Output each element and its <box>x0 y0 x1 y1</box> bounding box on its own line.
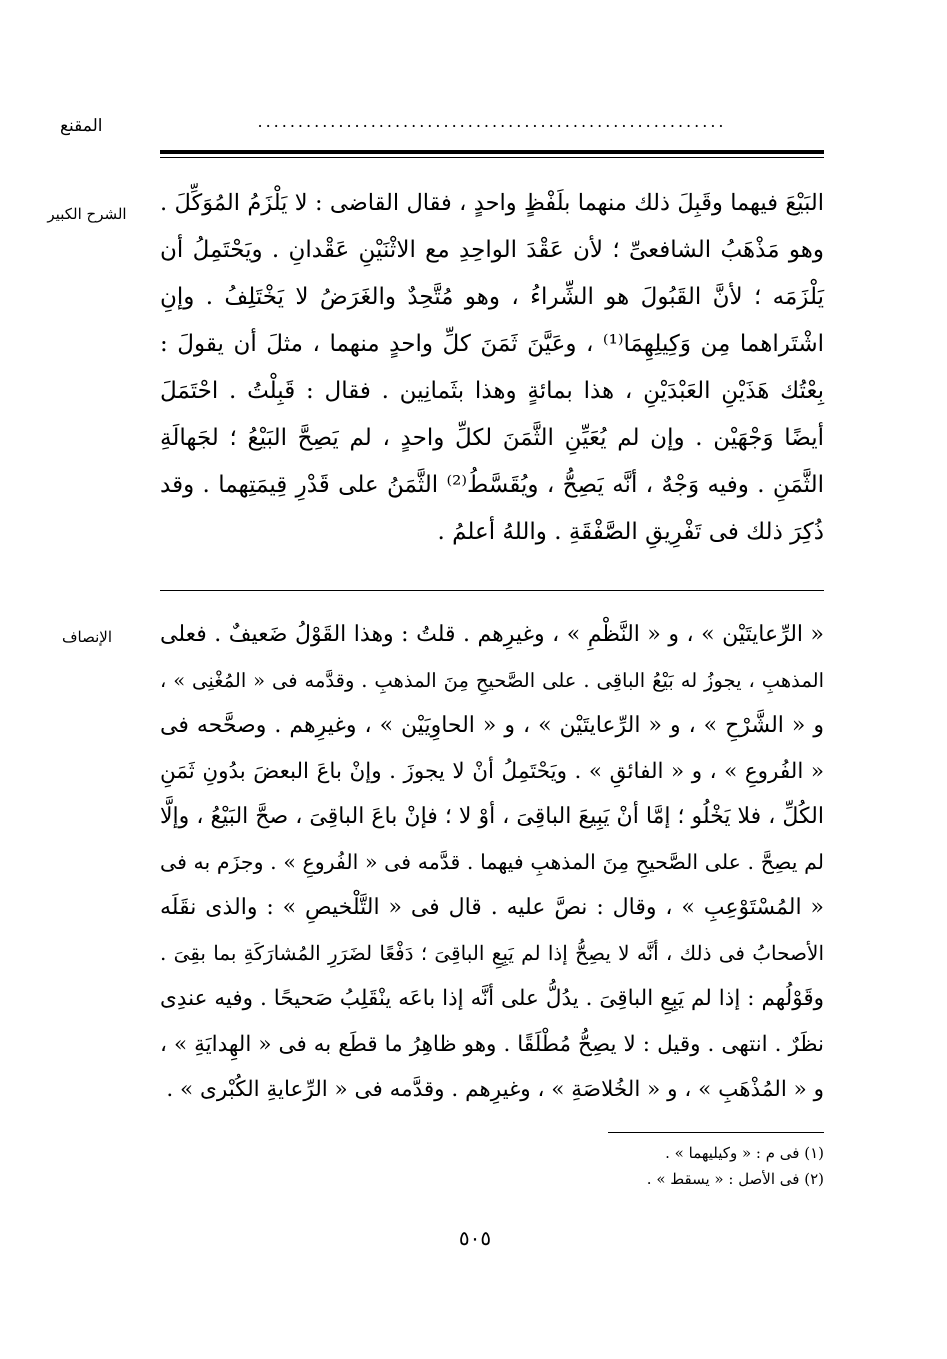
header-rule-thick <box>160 150 824 154</box>
text-line: و « المُذْهَبِ » ، و « الخُلاصَةِ » ، وغيرِهم . وقدَّمه فى « الرِّعايةِ الكُبْرى » . <box>166 1077 824 1102</box>
sharh-kabir-text <box>160 180 824 556</box>
text-line: الثَّمَنِ . وفيه وَجْهٌ ، أنَّه يَصِحُّ ، ويُقَسَّطُ⁽²⁾ الثَّمَنُ على قَدْرِ قِيمَتِهما . وقد <box>160 472 824 498</box>
footnotes <box>560 1140 824 1192</box>
text-line: نظَرٌ . انتهى . وقيل : لا يصِحُّ مُطْلَقًا . وهو ظاهِرُ ما قطَع به فى « الهِدايَةِ » ، <box>160 1031 824 1057</box>
footnote-rule <box>608 1132 824 1133</box>
text-line: « المُسْتَوْعِبِ » ، وقال : نصَّ عليه . قال فى « التَّلْخيصِ » : والذى نقَلَه <box>160 895 824 920</box>
running-title: المقنع <box>60 116 103 136</box>
footnote: (٢) فى الأصل : « يسقط » . <box>646 1170 824 1188</box>
text-line: وهو مَذْهَبُ الشافعىِّ ؛ لأن عَقْدَ الواحِدِ مع الاثْنَيْنِ عَقْدانِ . ويَحْتَمِلُ أن <box>160 237 824 263</box>
section-label-insaf: الإنصاف <box>61 628 113 646</box>
text-line: « الفُروعِ » ، و « الفائقِ » . ويَحْتَمِلُ أنْ لا يجوزَ . وإنْ باعَ البعضَ بدُونِ ثَمَنِ <box>160 758 824 784</box>
text-line: الأصحابُ فى ذلك ، أنَّه لا يصِحُّ إذا لم يَبِعِ الباقِىَ ؛ دَفْعًا لضَرَرِ المُشارَكَةِ بما بقِىَ . <box>160 940 824 965</box>
text-line: « الرِّعايتَيْن » ، و « النَّظْمِ » ، وغيرِهم . قلتُ : وهذا القَوْلُ ضَعيفٌ . فعلى <box>160 622 824 647</box>
section-divider <box>160 590 824 591</box>
page-number: ٥٠٥ <box>458 1226 492 1250</box>
text-line: الكُلِّ ، فلا يَخْلُو ؛ إمَّا أنْ يَبِيعَ الباقِىَ ، أوْ لا ؛ فإنْ باعَ الباقِىَ ، صحَّ البَيْعُ ، وإلَّا <box>160 804 824 829</box>
text-line: المذهبِ ، يجوزُ له بَيْعُ الباقِى . على الصَّحيحِ مِنَ المذهبِ . وقدَّمه فى « المُغْنِى » ، <box>160 668 824 692</box>
text-line: أيضًا وَجْهَيْن . وإن لم يُعَيِّنِ الثَّمَنَ لكلِّ واحدٍ ، لم يَصِحَّ البَيْعُ ؛ لجَهالَةِ <box>160 425 824 451</box>
text-line: و « الشَّرْحِ » ، و « الرِّعايتَيْن » ، و « الحاوِيَيْن » ، وغيرِهم . وصحَّحه فى <box>160 713 824 738</box>
text-line: بِعْتُك هَذَيْنِ العَبْدَيْنِ ، هذا بمائةٍ وهذا بثَمانِين . فقال : قَبِلْتُ . احْتَمَلَ <box>160 378 824 404</box>
insaf-text <box>160 612 824 1113</box>
text-line: البَيْعَ فيهما وقَبِلَ ذلك منهما بلَفْظٍ واحدٍ ، فقال القاضى : لا يَلْزَمُ المُوَكِّلَ . <box>160 190 824 216</box>
footnote: (١) فى م : « وكيليهما » . <box>665 1144 824 1162</box>
header-rule-thin <box>160 157 824 158</box>
section-label-sharh-kabir: الشرح الكبير <box>47 205 127 223</box>
text-line: وقَوْلُهم : إذا لم يَبِعِ الباقِىَ . يدُلُّ على أنَّه إذا باعَه ينْقَلِبُ صَحيحًا . وفيه عندِى <box>160 986 824 1011</box>
text-line: ذُكِرَ ذلك فى تَفْرِيقِ الصَّفْقَةِ . واللهُ أعلمُ . <box>437 519 824 545</box>
text-line: يَلْزَمَه ؛ لأنَّ القَبُولَ هو الشِّراءُ ، وهو مُتَّحِدٌ والغَرَضُ لا يَخْتَلِفُ . وإنِ <box>160 284 824 310</box>
text-line: لم يصِحَّ . على الصَّحيحِ مِنَ المذهبِ فيهما . قدَّمه فى « الفُروعِ » . وجزَم به فى <box>160 849 824 874</box>
text-line: اشْتَراهما مِن وَكِيلِهِمَا⁽¹⁾ ، وعَيَّنَ ثَمَنَ كلِّ واحدٍ منهما ، مثلَ أن يقولَ : <box>160 331 825 357</box>
dotted-leader: .......................................................... <box>257 112 727 128</box>
